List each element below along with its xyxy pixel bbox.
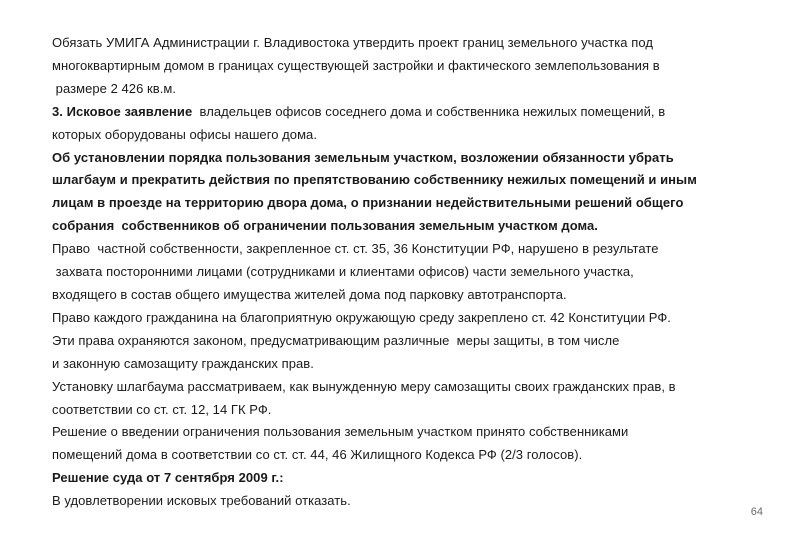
text-line-13: Право каждого гражданина на благоприятную окружающую среду закреплено ст. 42 Конституции РФ. [52,309,671,325]
bold-line-8: лицам в проезде на территорию двора дома, о признании недействительными решений общего [52,195,684,211]
text-line-14: Эти права охраняются законом, предусматривающим различные меры защиты, в том числе [52,332,620,348]
text-line-17: соответствии со ст. ст. 12, 14 ГК РФ. [52,401,272,417]
text-line-10: Право частной собственности, закрепленное ст. ст. 35, 36 Конституции РФ, нарушено в результате [52,241,659,257]
text-line-1: Обязать УМИГА Администрации г. Владивостока утвердить проект границ земельного участка под [52,35,653,50]
claim-heading: 3. Исковое заявление [52,103,193,119]
text-line-18: Решение о введении ограничения пользования земельным участком принято собственниками [52,424,629,440]
text-line-12: входящего в состав общего имущества жителей дома под парковку автотранспорта. [52,286,567,302]
page-number: 64 [750,506,763,518]
slide-body [52,32,772,513]
text-line-15: и законную самозащиту гражданских прав. [52,355,314,371]
text-line-11: захвата посторонними лицами (сотрудниками и клиентами офисов) части земельного участка, [52,264,634,280]
ruling-text: В удовлетворении исковых требований отказать. [52,493,351,509]
text-line-5: которых оборудованы офисы нашего дома. [52,126,318,142]
bold-line-9: собрания собственников об ограничении пользования земельным участком дома. [52,218,598,234]
bold-line-6: Об установлении порядка пользования земельным участком, возложении обязанности убрать [52,149,674,165]
text-line-4 [52,101,772,124]
bold-line-7: шлагбаум и прекратить действия по препятствованию собственнику нежилых помещений и иным [52,172,697,188]
ruling-heading: Решение суда от 7 сентября 2009 г.: [52,470,284,486]
text-line-19: помещений дома в соответствии со ст. ст. 44, 46 Жилищного Кодекса РФ (2/3 голосов). [52,447,583,463]
claim-heading-rest: владельцев офисов соседнего дома и собственника нежилых помещений, в [192,103,666,119]
text-line-16: Установку шлагбаума рассматриваем, как вынужденную меру самозащиты своих гражданских прав, в [52,378,676,394]
text-line-2: многоквартирным домом в границах существующей застройки и фактического землепользования в [52,57,660,73]
text-line-3: размере 2 426 кв.м. [52,80,177,96]
